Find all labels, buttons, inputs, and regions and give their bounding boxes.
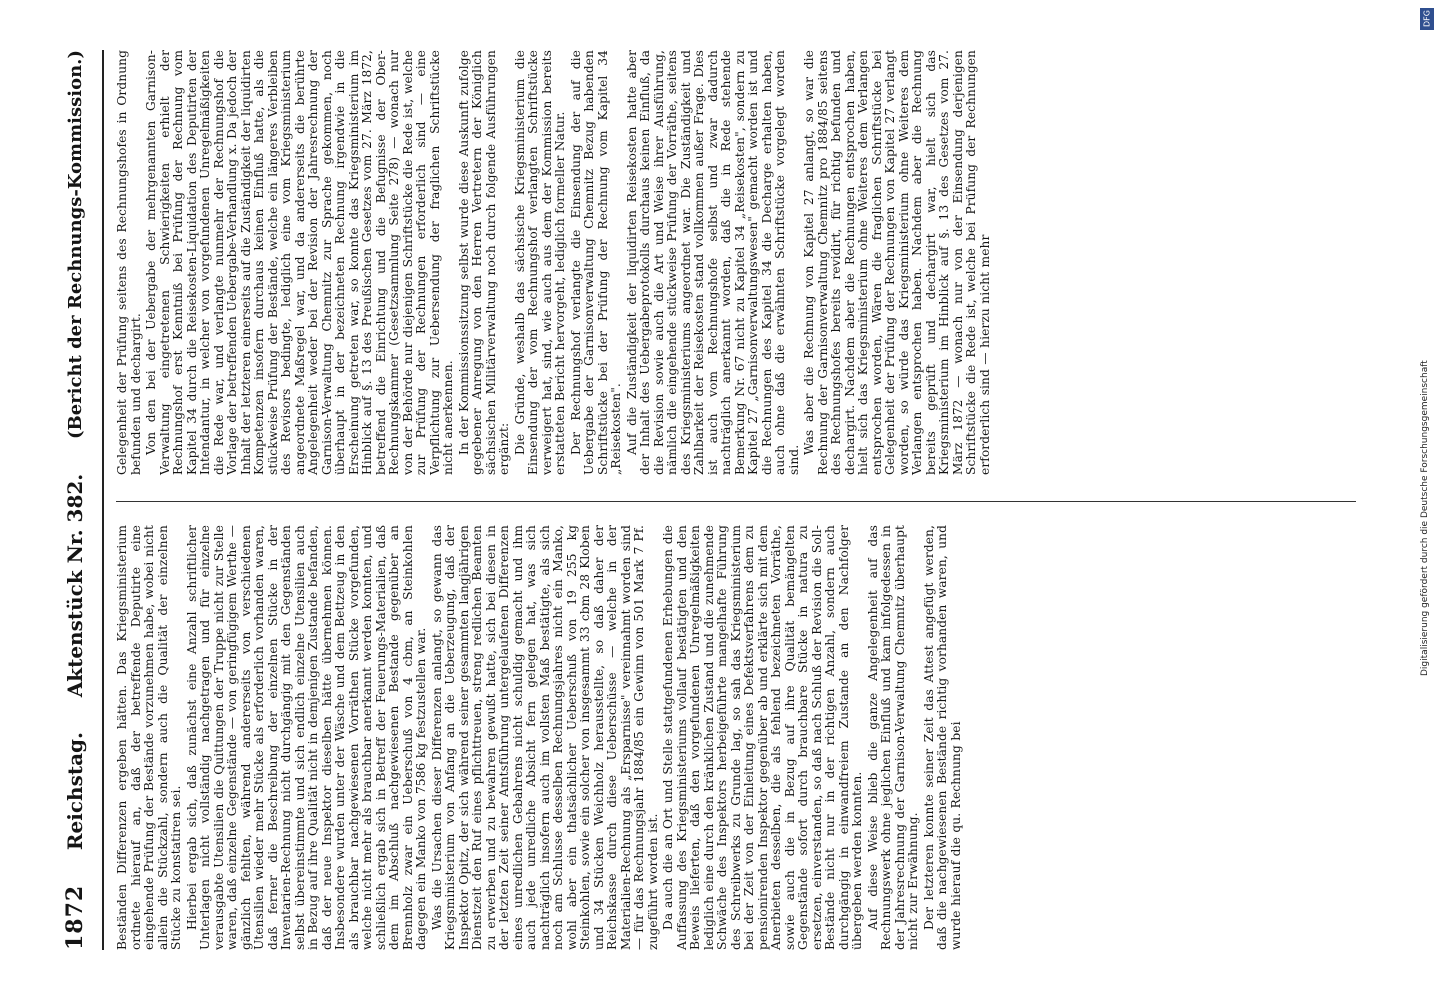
- paragraph: Gelegenheit der Prüfung seitens des Rechnungshofes in Ordnung befunden und dechargirt.: [115, 50, 143, 475]
- digitization-note: Digitalisierung gefördert durch die Deutsche Forschungsgemeinschaft: [1420, 360, 1430, 676]
- paragraph: Was aber die Rechnung von Kapitel 27 anlangt, so war die Rechnung der Garnisonverwaltung Chemnitz pro 1884/85 seitens des Rechnungshofes bereits revidirt, für richtig befunden und dechargirt. Nachdem aber die Rechnungen entsprochen haben, hielt sich das Kriegsministerium ohne Weiteres dem Verlangen entsprochen worden, Wären die fraglichen Schriftstücke bei Gelegenheit der Prüfung der Rechnungen von Kapitel 27 verlangt worden, so würde das Kriegsministerium ohne Weiteres dem Verlangen entsprochen haben. Nachdem aber die Rechnung bereits geprüft und dechargirt war, hielt sich das Kriegsministerium im Hinblick auf §. 13 des Gesetzes vom 27. März 1872 — wonach nur von der Einsendung derjenigen Schriftstücke die Rede ist, welche bei Prüfung der Rechnungen erforderlich sind — hierzu nicht mehr: [802, 50, 992, 475]
- paragraph: Hierbei ergab sich, daß zunächst eine Anzahl schriftlicher Unterlagen nicht vollständig nachgetragen und für einzelne verausgabte Utensilien die Quittungen der Truppe nicht zur Stelle waren, daß einzelne Gegenstände — von geringfügigem Werthe — gänzlich fehlten, während andererseits von verschiedenen Utensilien wieder mehr Stücke als erforderlich vorhanden waren, daß ferner die Beschreibung der einzelnen Stücke in der Inventarien-Rechnung nicht durchgängig mit den Gegenständen selbst übereinstimmte und sich endlich einzelne Utensilien auch in Bezug auf ihre Qualität nicht in demjenigen Zustande befanden, daß der neue Inspektor dieselben hätte übernehmen können. Insbesondere wurden unter der Wäsche und dem Bettzeug in den als brauchbar nachgewiesenen Vorräthen Stücke vorgefunden, welche nicht mehr als brauchbar anerkannt werden konnten, und schließlich ergab sich in Betreff der Feuerungs-Materialien, daß dem im Abschluß nachgewiesenen Bestande gegenüber an Brennholz zwar ein Ueberschuß von 4 cbm, an Steinkohlen dagegen ein Manko von 7586 kg festzustellen war.: [184, 525, 428, 950]
- paragraph: Beständen Differenzen ergeben hätten. Das Kriegsministerium ordnete hierauf an, daß der betreffende Deputirte eine eingehende Prüfung der Bestände vorzunehmen habe, wobei nicht allein die Stückzahl, sondern auch die Qualität der einzelnen Stücke zu konstatiren sei.: [115, 525, 183, 950]
- dfg-logo: DFG: [1420, 8, 1434, 30]
- paragraph: Auf die Zuständigkeit der liquidirten Reisekosten hatte aber der Inhalt des Uebergabeprotokolls durchaus keinen Einfluß, da die Revision sowie auch die Art und Weise ihrer Ausführung, nämlich die eingehende stückweise Prüfung der Vorräthe, seitens des Kriegsministeriums angeordnet war. Die Zuständigkeit und Zahlbarkeit der Reisekosten stand vollkommen außer Frage. Dies ist auch vom Rechnungshofe selbst und zwar dadurch nachträglich anerkannt worden, daß die in Rede stehende Bemerkung Nr. 67 nicht zu Kapitel 34 „Reisekosten", sondern zu Kapitel 27 „Garnisonverwaltungswesen" gemacht worden ist und die Rechnungen des Kapitel 34 die Decharge erhalten haben, auch ohne daß die erwähnten Schriftstücke vorgelegt worden sind.: [624, 50, 801, 475]
- volume-title: Reichstag.: [63, 731, 87, 851]
- rotated-page-content: [52, 50, 1382, 950]
- document-description: (Bericht der Rechnungs-Kommission.): [64, 50, 86, 440]
- header-rule: [102, 50, 104, 950]
- paragraph: Da auch die an Ort und Stelle stattgefundenen Erhebungen die Auffassung des Kriegsministeriums vollauf bestätigten und den Beweis lieferten, daß den vorgefundenen Unregelmäßigkeiten lediglich eine durch den kränklichen Zustand und die zunehmende Schwäche des Inspektors herbeigeführte mangelhafte Führung des Schreibwerks zu Grunde lag, so sah das Kriegsministerium bei der Zeit von der Einleitung eines Defektsverfahrens dem zu pensionirenden Inspektor gegenüber ab und erklärte sich mit dem Anerbieten desselben, die als fehlend bezeichneten Vorräthe, sowie auch die in Bezug auf ihre Qualität bemängelten Gegenstände sofort durch brauchbare Stücke in natura zu ersetzen, einverstanden, so daß nach Schluß der Revision die Soll-Bestände nicht nur in der richtigen Anzahl, sondern auch durchgängig in einwandfreiem Zustande an den Nachfolger übergeben werden konnten.: [661, 525, 864, 950]
- page-number: 1872: [62, 884, 88, 950]
- page-header: [52, 50, 98, 950]
- right-column: [116, 50, 994, 475]
- document-number: Aktenstück Nr. 382.: [63, 473, 87, 698]
- left-column: [116, 525, 965, 950]
- paragraph: In der Kommissionssitzung selbst wurde diese Auskunft zufolge gegebener Anregung von den Herren Vertretern der Königlich sächsischen Militärverwaltung noch durch folgende Ausführungen ergänzt:: [456, 50, 511, 475]
- paragraph: Die Gründe, weshalb das sächsische Kriegsministerium die Einsendung der vom Rechnungshof verlangten Schriftstücke verweigert hat, sind, wie auch aus dem der Kommission bereits erstatteten Bericht hervorgeht, lediglich formeller Natur.: [512, 50, 567, 475]
- paragraph: Der Rechnungshof verlangte die Einsendung der auf die Uebergabe der Garnisonverwaltung Chemnitz Bezug habenden Schriftstücke bei der Prüfung der Rechnung vom Kapitel 34 „Reisekosten".: [568, 50, 623, 475]
- paragraph: Was die Ursachen dieser Differenzen anlangt, so gewann das Kriegsministerium von Anfang an die Ueberzeugung, daß der Inspektor Opitz, der sich während seiner gesammten langjährigen Dienstzeit den Ruf eines pflichttreuen, streng redlichen Beamten zu erwerben und zu bewahren gewußt hatte, sich bei diesen in der letzten Zeit seiner Amtsführung untergelaufenen Differenzen eines unredlichen Gebahrens nicht schuldig gemacht und ihm auch jede unredliche Absicht fern gelegen hat, was sich nachträglich insofern auch im vollsten Maß bestätigte, als sich noch am Schlusse desselben Rechnungsjahres nicht ein Manko, wohl aber ein thatsächlicher Ueberschuß von 19 255 kg Steinkohlen, sowie ein solcher von insgesammt 33 cbm 28 Kloben und 34 Stücken Weichholz herausstellte, so daß daher der Reichskasse durch diese Ueberschüsse — welche in der Materialien-Rechnung als „Ersparnisse" vereinnahmt worden sind — für das Rechnungsjahr 1884/85 ein Gewinn von 501 Mark 7 Pf. zugeführt worden ist.: [429, 525, 660, 950]
- paragraph: Der letzteren konnte seiner Zeit das Attest angefügt werden, daß die nachgewiesenen Bestände richtig vorhanden waren, und wurde hierauf die qu. Rechnung bei: [921, 525, 963, 950]
- column-divider: [116, 501, 1356, 502]
- paragraph: Auf diese Weise blieb die ganze Angelegenheit auf das Rechnungswerk ohne jeglichen Einfluß und kam infolgedessen in der Jahresrechnung der Garnison-Verwaltung Chemnitz überhaupt nicht zur Erwähnung.: [865, 525, 920, 950]
- paragraph: Von den bei der Uebergabe der mehrgenannten Garnison-Verwaltung eingetretenen Schwierigkeiten erhielt der Rechnungshof erst Kenntniß bei Prüfung der Rechnung vom Kapitel 34 durch die Reisekosten-Liquidation des Deputirten der Intendantur, in welcher von vorgefundenen Unregelmäßigkeiten die Rede war, und verlangte nunmehr der Rechnungshof die Vorlage der betreffenden Uebergabe-Verhandlung x. Da jedoch der Inhalt der letzteren einerseits auf die Zuständigkeit der liquidirten Kompetenzen insofern durchaus keinen Einfluß hatte, als die stückweise Prüfung der Bestände, welche ein längeres Verbleiben des Revisors bedingte, lediglich eine vom Kriegsministerium angeordnete Maßregel war, und da andererseits die berührte Angelegenheit weder bei der Revision der Jahresrechnung der Garnison-Verwaltung Chemnitz zur Sprache gekommen, noch überhaupt in der bezeichneten Rechnung irgendwie in die Erscheinung getreten war, so konnte das Kriegsministerium im Hinblick auf §. 13 des Preußischen Gesetzes vom 27. März 1872, betreffend die Einrichtung und die Befugnisse der Ober-Rechnungskammer (Gesetzsammlung Seite 278) — wonach nur von der Behörde nur diejenigen Schriftstücke die Rede ist, welche zur Prüfung der Rechnungen erforderlich sind — eine Verpflichtung zur Uebersendung der fraglichen Schriftstücke nicht anerkennen.: [144, 50, 455, 475]
